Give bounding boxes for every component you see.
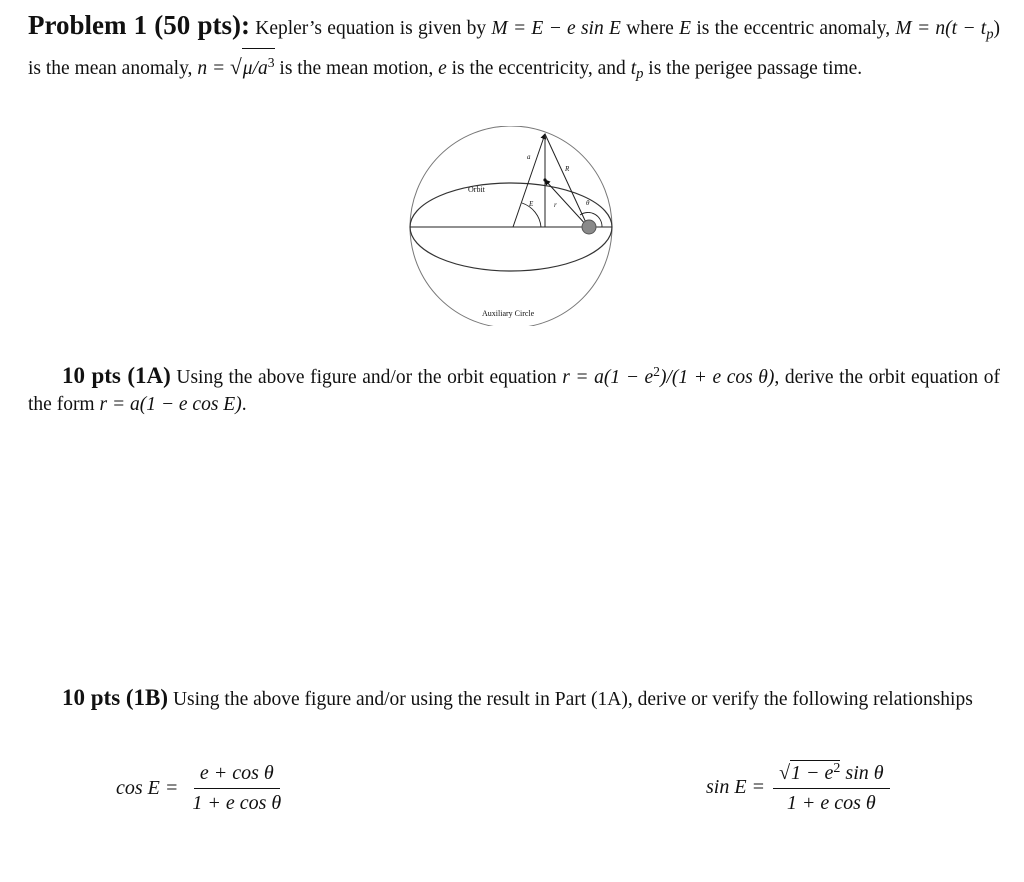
cosE-denominator: 1 + e cos θ [192,792,282,814]
part-1b [28,684,1000,713]
sqrt-content: $\mu/a^3$ [242,48,275,82]
mean-anomaly-equation: M = n(t − t [895,18,987,39]
e-symbol: e [438,58,447,80]
intro-text-4: is the mean anomaly, [28,58,198,80]
problem-statement: Problem 1 (50 pts): Kepler’s equation is given by M = E − e sin E where E is the eccentric anomaly, $M = n(t - t_p)$ is the mean anomaly, $n = √\mu/a^3$ is the mean motion, e is the eccentricity, and $t_p$ is the perigee passage time. [28,10,1001,83]
problem-heading: Problem 1 (50 pts): [28,10,250,40]
sinE-numerator: $√1 - e^2$ sin θ [773,760,890,789]
orbit-eq-square: 2 [653,364,660,379]
sinE-fraction [773,760,890,815]
sinE-denominator: 1 + e cos θ [786,792,876,814]
intro-text-7: is the perigee passage time. [643,58,863,80]
cube-superscript: 3 [267,55,275,71]
intro-text-1: Kepler’s equation is given by [249,18,492,39]
focus-body [582,220,596,234]
sinE-sqrt-content: 1 − e [791,762,834,784]
n-equation: n = [197,58,230,80]
part-1a-heading: 10 pts (1A) [62,362,171,388]
sinE-equation [706,760,890,815]
part-1a-text-1: Using the above figure and/or the orbit equation [170,366,563,388]
label-E: E [529,200,534,208]
label-a: a [527,153,531,161]
cosE-fraction [186,762,287,815]
label-theta: θ [586,199,590,207]
part-1a [28,358,1000,418]
orbit-figure [406,126,620,326]
label-R: R [565,165,570,173]
p-subscript: p [986,26,994,43]
focus-r-line [545,180,588,227]
label-aux-circle: Auxiliary Circle [482,309,535,318]
focus-R-line [545,134,588,227]
intro-text-5: is the mean motion, [274,58,439,80]
radius-a-line [513,134,545,227]
part-1a-text-2: , derive the orbit equation of the form [28,366,1000,415]
E-symbol: E [679,18,692,39]
cosE-equation [116,762,287,815]
sinE-num-rest: sin θ [840,762,884,784]
orbit-equation-2: )/(1 + e cos θ) [659,366,775,388]
tp-symbol: t [630,58,637,80]
intro-text-2: where [620,18,680,39]
target-equation: r = a(1 − e cos E) [99,393,242,415]
label-orbit: Orbit [468,185,485,194]
part-1b-text: Using the above figure and/or using the result in Part (1A), derive or verify the following relationships [168,689,973,710]
sinE-square: 2 [833,761,841,776]
tp-subscript: p [636,66,644,83]
intro-text-3: is the eccentric anomaly, [691,18,896,39]
kepler-equation: M = E − e sin E [491,18,621,39]
part-1b-heading: 10 pts (1B) [62,685,169,710]
close-paren: ) [993,18,1001,39]
cosE-lhs: cos E = [116,777,179,799]
label-r: r [554,201,557,209]
orbit-equation: r = a(1 − e [562,366,654,388]
orbit-point [543,178,546,181]
part-1a-end: . [241,393,247,415]
cosE-numerator: e + cos θ [194,762,280,789]
intro-text-6: is the eccentricity, and [446,58,631,80]
sinE-lhs: sin E = [706,776,766,798]
